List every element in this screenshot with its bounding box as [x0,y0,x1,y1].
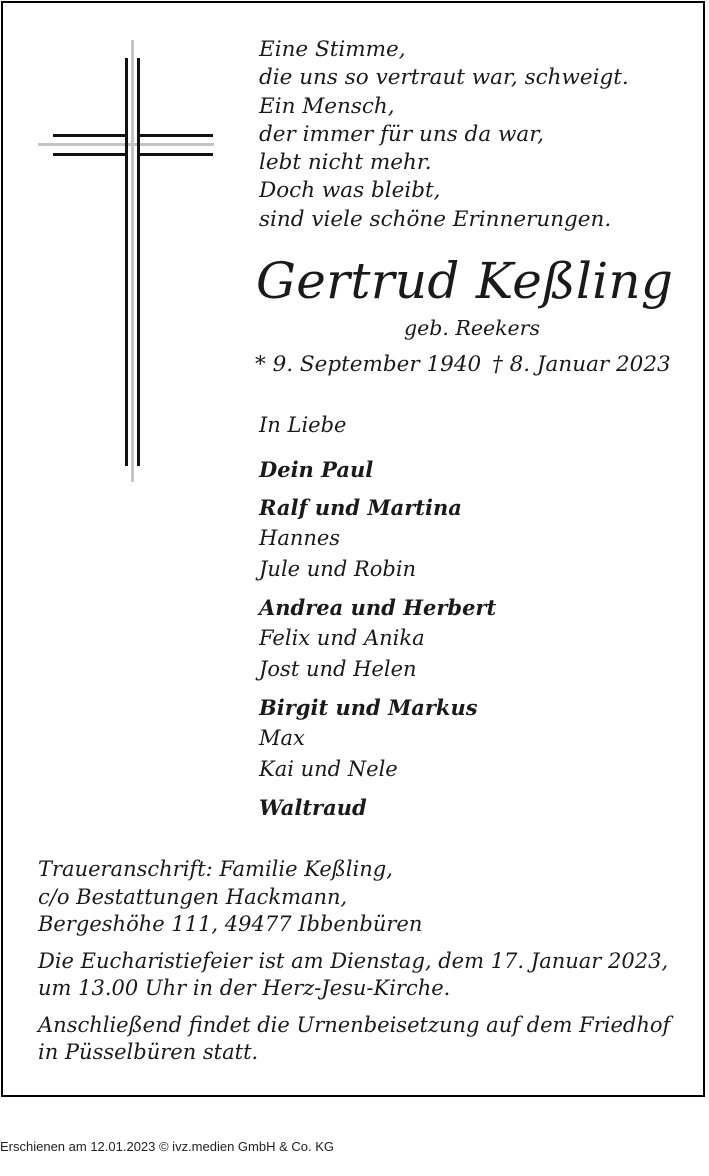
mourner-group [259,693,496,785]
service-info: Die Eucharistiefeier ist am Dienstag, dem 17. Januar 2023, um 13.00 Uhr in der Herz-Jesu-Kirche. [38,948,669,1000]
life-dates [255,350,675,380]
mourners-list [259,455,496,831]
mourner-head: Dein Paul [259,457,374,482]
mourner-group [259,593,496,685]
mourner-head: Birgit und Markus [259,695,478,720]
mourner-group [259,493,496,585]
mourner-group [259,455,496,485]
memorial-poem: Eine Stimme, die uns so vertraut war, schweigt. Ein Mensch, der immer für uns da war, lebt nicht mehr. Doch was bleibt, sind viele schöne Erinnerungen. [259,37,629,232]
mourner-sub: Jost und Helen [259,657,417,681]
birth-date: * 9. September 1940 [255,352,482,377]
funeral-notices [38,856,688,1076]
mourner-sub: Kai und Nele [259,757,398,781]
mourner-sub: Felix und Anika [259,626,425,650]
publication-footer: Erschienen am 12.01.2023 © ivz.medien GmbH & Co. KG [0,1139,335,1154]
cross-icon [38,40,218,482]
mourner-head: Ralf und Martina [259,495,462,520]
mourner-group [259,793,496,823]
maiden-name: geb. Reekers [404,316,540,340]
death-date: † 8. Januar 2023 [492,352,671,377]
burial-info: Anschließend findet die Urnenbeisetzung auf dem Friedhof in Püsselbüren statt. [38,1012,671,1064]
mourner-sub: Hannes [259,526,341,550]
mourning-address: Traueranschrift: Familie Keßling, c/o Bestattungen Hackmann, Bergeshöhe 111, 49477 Ibbenbüren [38,857,423,936]
mourner-head: Waltraud [259,795,367,820]
mourner-head: Andrea und Herbert [259,595,497,620]
mourner-sub: Max [259,726,305,750]
in-love-line: In Liebe [259,413,347,437]
mourner-sub: Jule und Robin [259,557,417,581]
deceased-name: Gertrud Keßling [256,252,674,310]
